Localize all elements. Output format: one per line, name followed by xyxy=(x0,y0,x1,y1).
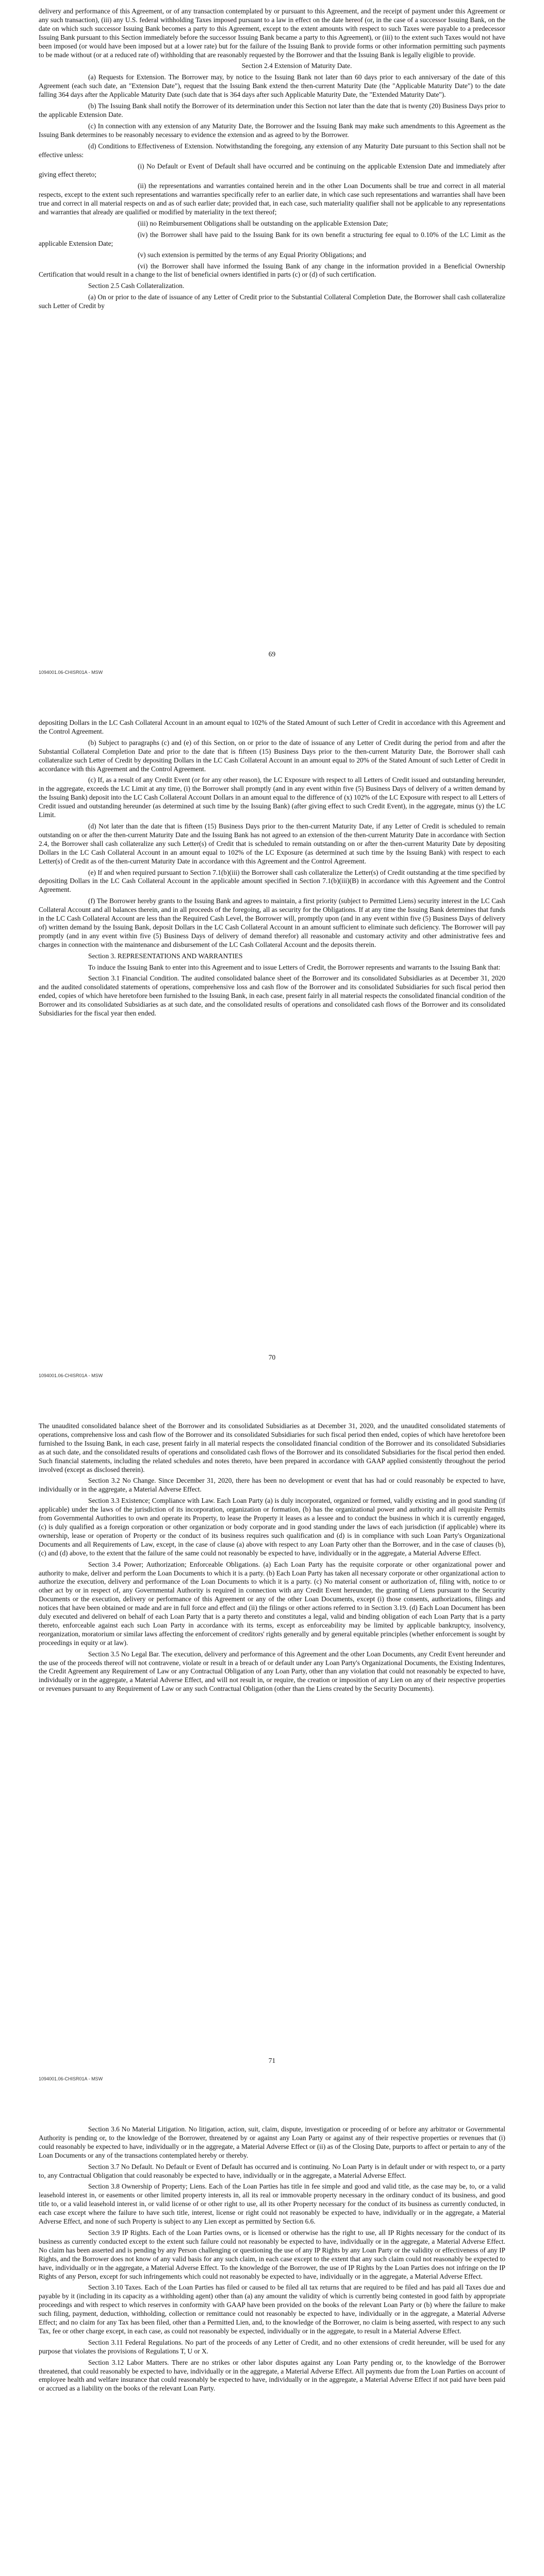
paragraph: (i) No Default or Event of Default shall have occurred and be continuing on the applicable Extension Date and immediately after giving effect thereto; xyxy=(39,162,505,179)
article-heading: Section 3. REPRESENTATIONS AND WARRANTIES xyxy=(88,952,243,960)
paragraph: The unaudited consolidated balance sheet of the Borrower and its consolidated Subsidiaries as at December 31, 2020, and the unaudited consolidated statements of operations, comprehensive loss and cash flow of the Borrower and its consolidated Subsidiaries for such fiscal period then ended, copies of which have heretofore been furnished to the Issuing Bank, in each case, present fairly in all material respects the consolidated financial condition of the Borrower and its consolidated Subsidiaries as at such date, and the consolidated results of operations and consolidated cash flows of the Borrower and its consolidated Subsidiaries for the fiscal period then ended. Such financial statements, including the related schedules and notes thereto, have been prepared in accordance with GAAP applied consistently throughout the period involved (except as disclosed therein). xyxy=(39,1422,505,1473)
paragraph: (iii) no Reimbursement Obligations shall be outstanding on the applicable Extension Date; xyxy=(138,219,388,227)
paragraph: (vi) the Borrower shall have informed the Issuing Bank of any change in the information provided in a Beneficial Ownership Certification that would result in a change to the list of beneficial owners identified in parts (c) or (d) of such certification. xyxy=(39,262,505,279)
paragraph: Section 3.5 No Legal Bar. The execution, delivery and performance of this Agreement and the other Loan Documents, any Credit Event hereunder and the use of the proceeds thereof will not contravene, violate or result in a breach of or default under any Loan Party's Organizational Documents, the Existing Indentures, the Credit Agreement any Requirement of Law or any Contractual Obligation of any Loan Party, other than any violation that could not reasonably be expected to have, individually or in the aggregate, a Material Adverse Effect, and will not result in, or require, the creation or imposition of any Lien on any of their respective properties or revenues pursuant to any Requirement of Law or any such Contractual Obligation (other than the Liens created by the Security Documents). xyxy=(39,1650,505,1693)
paragraph: Section 3.10 Taxes. Each of the Loan Parties has filed or caused to be filed all tax returns that are required to be filed and has paid all Taxes due and payable by it (including in its capacity as a withholding agent) other than (a) any amount the validity of which is currently being contested in good faith by appropriate proceedings and with respect to which reserves in conformity with GAAP have been provided on the books of the relevant Loan Party or (b) where the failure to make such filing, payment, deduction, withholding, collection or remittance could not reasonably be expected to have, individually or in the aggregate, a Material Adverse Effect; and no claim for any Tax has been filed, other than a Permitted Lien, and, to the knowledge of the Borrower, no claim is being asserted, with respect to any such Tax, fee or other charge except, in each case, as could not reasonably be expected, individually or in the aggregate, to result in a Material Adverse Effect. xyxy=(39,2283,505,2335)
paragraph: (v) such extension is permitted by the terms of any Equal Priority Obligations; and xyxy=(138,250,366,259)
paragraph: (b) The Issuing Bank shall notify the Borrower of its determination under this Section not later than the date that is twenty (20) Business Days prior to the applicable Extension Date. xyxy=(39,102,505,118)
paragraph: Section 3.9 IP Rights. Each of the Loan Parties owns, or is licensed or otherwise has the right to use, all IP Rights necessary for the conduct of its business as currently conducted except to the extent such failure could not reasonably be expected to have, individually or in the aggregate, a Material Adverse Effect. No claim has been asserted and is pending by any Person challenging or questioning the use of any IP Rights by any Loan Party or the validity or effectiveness of any IP Rights, and the Borrower does not know of any valid basis for any such claim, in each case except to the extent that any such claim could not reasonably be expected to have, individually or in the aggregate, a Material Adverse Effect. To the knowledge of the Borrower, the use of IP Rights by the Loan Parties does not infringe on the IP Rights of any Person, except for such infringements which could not reasonably be expected to have, individually or in the aggregate, a Material Adverse Effect. xyxy=(39,2228,505,2280)
paragraph: Section 3.6 No Material Litigation. No litigation, action, suit, claim, dispute, investigation or proceeding of or before any arbitrator or Governmental Authority is pending or, to the knowledge of the Borrower, threatened by or against any Loan Party or against any of their respective properties or revenues that (i) could reasonably be expected to have, individually or in the aggregate, a Material Adverse Effect or (ii) as of the Closing Date, purports to affect or pertain to any of the Loan Documents or any of the transactions contemplated hereby or thereby. xyxy=(39,2125,505,2159)
section-heading: Section 2.4 Extension of Maturity Date. xyxy=(241,62,352,70)
page-number: 71 xyxy=(268,2057,276,2064)
paragraph: delivery and performance of this Agreement, or of any transaction contemplated by or pursuant to this Agreement, and the receipt of payment under this Agreement or any such transaction), (iii) any U.S. federal withholding Taxes imposed pursuant to a law in effect on the date hereof (or, in the case of a successor Issuing Bank, on the date on which such successor Issuing Bank becomes a party to this Agreement, except to the extent amounts with respect to such Taxes were payable to a predecessor Issuing Bank pursuant to this Section immediately before the successor Issuing Bank became a party to this Agreement), or (iii) to the extent such Taxes would not have been imposed (or would have been imposed but at a lower rate) but for the failure of the Issuing Bank to provide forms or other information permitting such payments to be made without (or at a reduced rate of) withholding that are reasonably requested by the Borrower and that the Issuing Bank is legally eligible to provide. xyxy=(39,7,505,59)
paragraph: Section 3.7 No Default. No Default or Event of Default has occurred and is continuing. No Loan Party is in default under or with respect to, or a party to, any Contractual Obligation that could reasonably be expected to have, individually or in the aggregate, a Material Adverse Effect. xyxy=(39,2162,505,2179)
paragraph: (e) If and when required pursuant to Section 7.1(b)(iii) the Borrower shall cash collateralize the Letter(s) of Credit outstanding at the time specified by depositing Dollars in the LC Cash Collateral Account in the applicable amount specified in Section 7.1(b)(iii)(B) in accordance with this Agreement and the Control Agreement. xyxy=(39,868,505,894)
page-footer: 1094001.06-CHISR01A - MSW xyxy=(39,2076,103,2081)
page-69 xyxy=(0,0,544,703)
paragraph: (b) Subject to paragraphs (c) and (e) of this Section, on or prior to the date of issuance of any Letter of Credit during the period from and after the Substantial Collateral Completion Date and prior to the date that is fifteen (15) Business Days prior to the then-current Maturity Date, the Borrower shall cash collateralize such Letter of Credit by depositing Dollars in the LC Cash Collateral Account in an amount equal to 20% of the Stated Amount of such Letter of Credit in accordance with this Agreement and the Control Agreement. xyxy=(39,738,505,773)
paragraph: Section 3.8 Ownership of Property; Liens. Each of the Loan Parties has title in fee simple and good and valid title, as the case may be, to, or a valid leasehold interest in, or easements or other limited property interests in, all its real or immovable property necessary in the ordinary conduct of its business, and good title to, or a valid leasehold interest in, or valid license of or other right to use, all its other Property necessary for the conduct of its business as currently conducted, in each case except where the failure to have such title, interest, license or right could not reasonably be expected to have, individually or in the aggregate, a Material Adverse Effect, and none of such Property is subject to any Lien except as permitted by Section 6.6. xyxy=(39,2182,505,2226)
page-footer: 1094001.06-CHISR01A - MSW xyxy=(39,670,103,675)
page-71 xyxy=(0,1406,544,2110)
page-number: 69 xyxy=(268,650,276,658)
paragraph: (a) On or prior to the date of issuance of any Letter of Credit prior to the Substantial Collateral Completion Date, the Borrower shall cash collateralize such Letter of Credit by xyxy=(39,293,505,310)
page-number: 70 xyxy=(268,1353,276,1361)
page-footer: 1094001.06-CHISR01A - MSW xyxy=(39,1373,103,1378)
paragraph: Section 3.4 Power; Authorization; Enforceable Obligations. (a) Each Loan Party has the requisite corporate or other organizational power and authority to make, deliver and perform the Loan Documents to which it is a party. (b) Each Loan Party has taken all necessary corporate or other organizational action to authorize the execution, delivery and performance of the Loan Documents to which it is a party. (c) No material consent or authorization of, filing with, notice to or other act by or in respect of, any Governmental Authority is required in connection with any Credit Event hereunder, the granting of Liens pursuant to the Security Documents or the execution, delivery or performance of this Agreement or any of the other Loan Documents, except (i) those consents, authorizations, filings and notices that have been obtained or made and are in full force and effect and (ii) the filings or other actions referred to in Section 3.19. (d) Each Loan Document has been duly executed and delivered on behalf of each Loan Party that is a party thereto and constitutes a legal, valid and binding obligation of each Loan Party that is a party thereto, enforceable against each such Loan Party in accordance with its terms, except as enforceability may be limited by applicable bankruptcy, insolvency, reorganization, moratorium or similar laws affecting the enforcement of creditors' rights generally and by general equitable principles (whether enforcement is sought by proceedings in equity or at law). xyxy=(39,1560,505,1647)
paragraph: (c) In connection with any extension of any Maturity Date, the Borrower and the Issuing Bank may make such amendments to this Agreement as the Issuing Bank determines to be reasonably necessary to evidence the extension and as agreed to by the Borrower. xyxy=(39,122,505,139)
paragraph: Section 3.2 No Change. Since December 31, 2020, there has been no development or event that has had or could reasonably be expected to have, individually or in the aggregate, a Material Adverse Effect. xyxy=(39,1477,505,1494)
paragraph: (a) Requests for Extension. The Borrower may, by notice to the Issuing Bank not later than 60 days prior to each anniversary of the date of this Agreement (each such date, an "Extension Date"), request that the Issuing Bank extend the then-current Maturity Date (the "Applicable Maturity Date") to the date falling 364 days after the Applicable Maturity Date (such date that is 364 days after such Applicable Maturity Date, the "Extended Maturity Date"). xyxy=(39,73,505,99)
paragraph: (d) Not later than the date that is fifteen (15) Business Days prior to the then-current Maturity Date, if any Letter of Credit is scheduled to remain outstanding on or after the then-current Maturity Date and the Issuing Bank has not agreed to an extension of the then-current Maturity Date in accordance with Section 2.4, the Borrower shall cash collateralize any such Letter(s) of Credit that is scheduled to remain outstanding on or after the then-current Maturity Date by depositing Dollars in the LC Cash Collateral Account in an amount equal to 102% of the LC Exposure (as determined at such time by the Issuing Bank) with respect to each Letter(s) of Credit as of the then-current Maturity Date in accordance with this Agreement and the Control Agreement. xyxy=(39,822,505,865)
paragraph: Section 3.1 Financial Condition. The audited consolidated balance sheet of the Borrower and its consolidated Subsidiaries as at December 31, 2020 and the audited consolidated statements of operations, comprehensive loss and cash flow of the Borrower and its consolidated Subsidiaries for such fiscal period then ended, copies of which have heretofore been furnished to the Issuing Bank, in each case, present fairly in all material respects the consolidated financial condition of the Borrower and its consolidated Subsidiaries as at such date, and the consolidated results of operations and consolidated cash flows of the Borrower and its consolidated Subsidiaries for the fiscal year then ended. xyxy=(39,974,505,1018)
section-heading: Section 2.5 Cash Collateralization. xyxy=(88,282,185,290)
paragraph: Section 3.11 Federal Regulations. No part of the proceeds of any Letter of Credit, and no other extensions of credit hereunder, will be used for any purpose that violates the provisions of Regulations T, U or X. xyxy=(39,2338,505,2355)
paragraph: (c) If, as a result of any Credit Event (or for any other reason), the LC Exposure with respect to all Letters of Credit issued and outstanding hereunder, in the aggregate, exceeds the LC Limit at any time, (i) the Borrower shall promptly (and in any event within five (5) Business Days of delivery of a written demand by the Issuing Bank) deposit into the LC Cash Collateral Account Dollars in an amount equal to the difference of (x) 102% of the LC Exposure with respect to all Letters of Credit issued and outstanding hereunder (as determined at such time by the Issuing Bank) (after giving effect to such Credit Event), in the aggregate, minus (y) the LC Limit. xyxy=(39,776,505,819)
paragraph: Section 3.3 Existence; Compliance with Law. Each Loan Party (a) is duly incorporated, organized or formed, validly existing and in good standing (if applicable) under the laws of the jurisdiction of its incorporation, organization or formation, (b) has the organizational power and authority and all requisite Permits from Governmental Authorities to own and operate its Property, to lease the Property it leases as a lessee and to conduct the business in which it is currently engaged, (c) is duly qualified as a foreign corporation or other organization or body corporate and in good standing under the laws of each jurisdiction (if applicable) where its ownership, lease or operation of Property or the conduct of its business requires such qualification and (d) is in compliance with such Loan Party's Organizational Documents and all Requirements of Law, except, in the case of clause (a) above with respect to any Loan Party other than the Borrower, and in the case of clauses (b), (c) and (d) above, to the extent that the failure of the same could not reasonably be expected to have, individually or in the aggregate, a Material Adverse Effect. xyxy=(39,1497,505,1557)
page-70 xyxy=(0,703,544,1406)
paragraph: (d) Conditions to Effectiveness of Extension. Notwithstanding the foregoing, any extension of any Maturity Date pursuant to this Section shall not be effective unless: xyxy=(39,142,505,159)
paragraph: Section 3.12 Labor Matters. There are no strikes or other labor disputes against any Loan Party pending or, to the knowledge of the Borrower threatened, that could reasonably be expected to have, individually or in the aggregate, a Material Adverse Effect. All payments due from the Loan Parties on account of employee health and welfare insurance that could reasonably be expected to have, individually or in the aggregate, a Material Adverse Effect if not paid have been paid or accrued as a liability on the books of the relevant Loan Party. xyxy=(39,2358,505,2393)
paragraph: (iv) the Borrower shall have paid to the Issuing Bank for its own benefit a structuring fee equal to 0.10% of the LC Limit as the applicable Extension Date; xyxy=(39,230,505,247)
paragraph: To induce the Issuing Bank to enter into this Agreement and to issue Letters of Credit, the Borrower represents and warrants to the Issuing Bank that: xyxy=(88,963,501,971)
paragraph: depositing Dollars in the LC Cash Collateral Account in an amount equal to 102% of the Stated Amount of such Letter of Credit in accordance with this Agreement and the Control Agreement. xyxy=(39,719,505,735)
paragraph: (f) The Borrower hereby grants to the Issuing Bank and agrees to maintain, a first priority (subject to Permitted Liens) security interest in the LC Cash Collateral Account and all balances therein, and in all proceeds of the foregoing, all as security for the Obligations. If at any time the Issuing Bank determines that funds in the LC Cash Collateral Account are less than the Required Cash Level, the Borrower will, promptly upon (and in any event within five (5) Business Days of delivery of) written demand by the Issuing Bank, deposit Dollars in the LC Cash Collateral Account in an amount sufficient to eliminate such deficiency. The Borrower will pay promptly (and in any event within five (5) Business Days of delivery of demand therefor) all reasonable and customary activity and other administrative fees and charges in connection with the maintenance and disbursement of the LC Cash Collateral Account and the deposits therein. xyxy=(39,897,505,948)
paragraph: (ii) the representations and warranties contained herein and in the other Loan Documents shall be true and correct in all material respects, except to the extent such representations and warranties specifically refer to an earlier date, in which case such representations and warranties shall have been true and correct in all material respects on and as of such earlier date; provided that, in each case, such materiality qualifier shall not be applicable to any representations and warranties that already are qualified or modified by materiality in the text thereof; xyxy=(39,182,505,216)
page-72 xyxy=(0,2110,544,2576)
